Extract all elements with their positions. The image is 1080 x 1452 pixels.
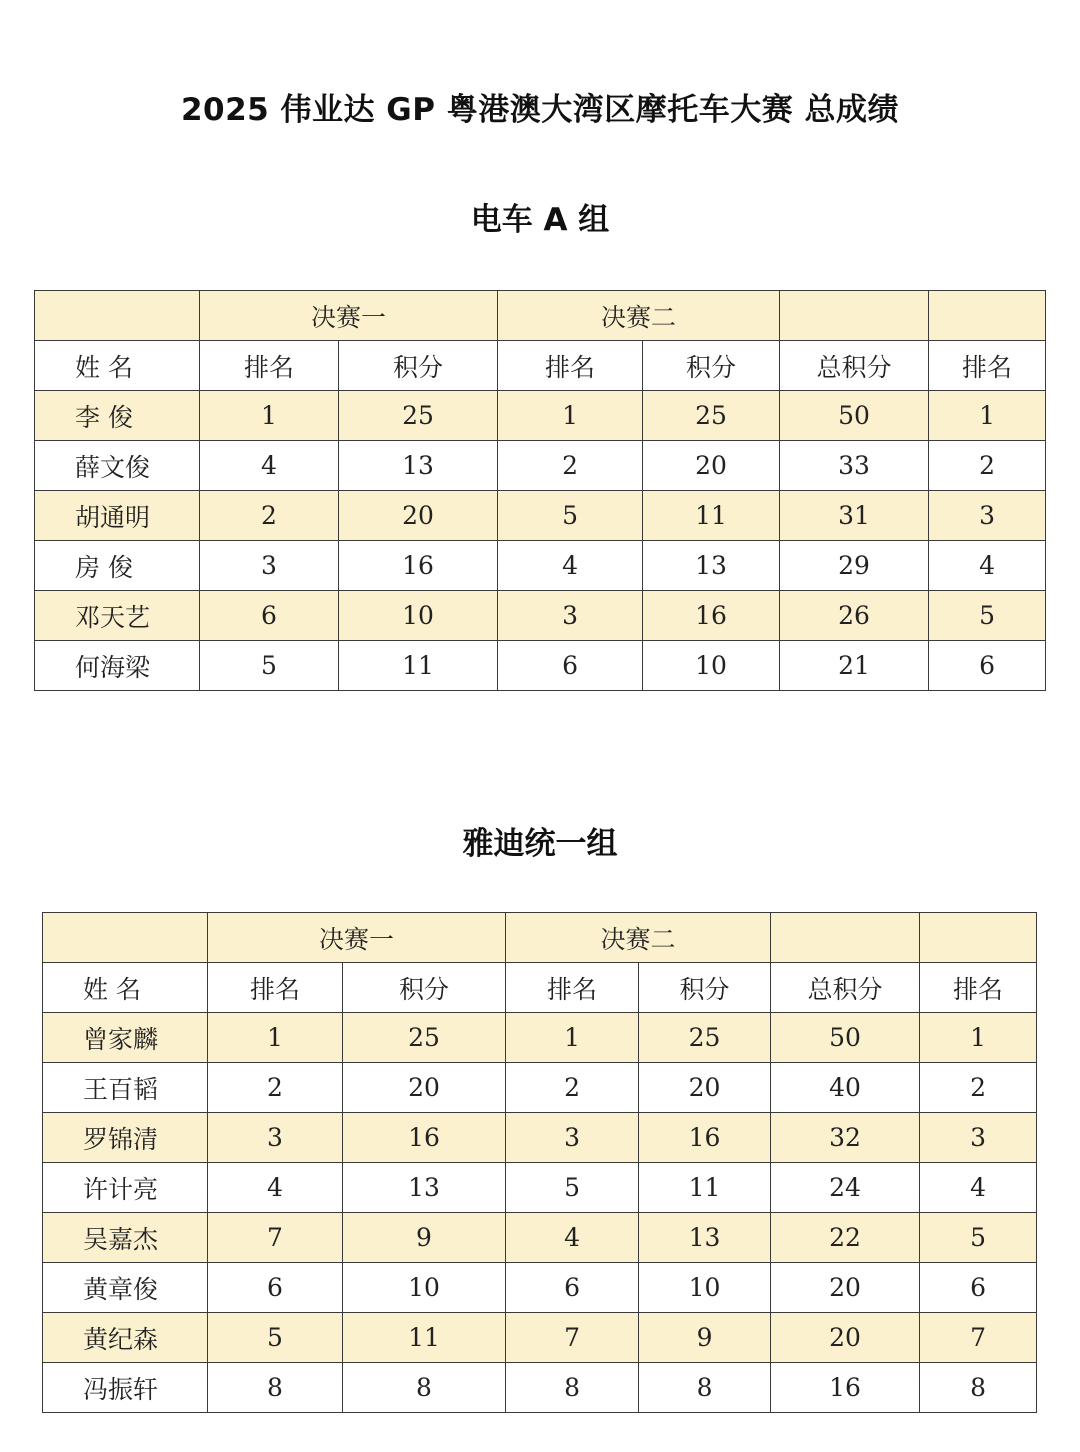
final2-rank: 3	[506, 1113, 639, 1163]
final2-rank: 5	[506, 1163, 639, 1213]
final1-points: 11	[339, 641, 498, 691]
final2-rank: 4	[506, 1213, 639, 1263]
header-total-points: 总积分	[771, 963, 920, 1013]
final1-points: 20	[343, 1063, 506, 1113]
header-final1-rank: 排名	[200, 341, 339, 391]
final1-rank: 3	[208, 1113, 343, 1163]
final2-points: 20	[639, 1063, 771, 1113]
final2-points: 16	[643, 591, 780, 641]
final2-points: 25	[643, 391, 780, 441]
final2-points: 10	[643, 641, 780, 691]
final1-points: 20	[339, 491, 498, 541]
final2-points: 20	[643, 441, 780, 491]
final2-rank: 1	[498, 391, 643, 441]
header-total-points: 总积分	[780, 341, 929, 391]
overall-rank: 3	[920, 1113, 1037, 1163]
overall-rank: 1	[920, 1013, 1037, 1063]
overall-rank: 3	[929, 491, 1046, 541]
table-row	[43, 1163, 1037, 1213]
final2-points: 9	[639, 1313, 771, 1363]
overall-rank: 5	[929, 591, 1046, 641]
table-row	[35, 541, 1046, 591]
header-final2: 决赛二	[506, 913, 771, 963]
page-title: 2025 伟业达 GP 粤港澳大湾区摩托车大赛 总成绩	[180, 92, 900, 128]
table-row	[35, 491, 1046, 541]
final2-points: 13	[643, 541, 780, 591]
header-final2-rank: 排名	[506, 963, 639, 1013]
final1-rank: 1	[208, 1013, 343, 1063]
header-final2: 决赛二	[498, 291, 780, 341]
final1-rank: 2	[200, 491, 339, 541]
table-row	[43, 1013, 1037, 1063]
final1-points: 16	[343, 1113, 506, 1163]
final2-rank: 2	[506, 1063, 639, 1113]
final1-rank: 7	[208, 1213, 343, 1263]
header-row-columns	[35, 341, 1046, 391]
overall-rank: 5	[920, 1213, 1037, 1263]
total-points: 16	[771, 1363, 920, 1413]
final2-points: 25	[639, 1013, 771, 1063]
rider-name: 黄章俊	[43, 1263, 208, 1313]
final2-rank: 6	[506, 1263, 639, 1313]
group-title-yadi: 雅迪统一组	[462, 826, 618, 862]
header-row-finals	[43, 913, 1037, 963]
overall-rank: 1	[929, 391, 1046, 441]
overall-rank: 2	[929, 441, 1046, 491]
final2-rank: 2	[498, 441, 643, 491]
header-final1: 决赛一	[208, 913, 506, 963]
rider-name: 曾家麟	[43, 1013, 208, 1063]
rider-name: 冯振轩	[43, 1363, 208, 1413]
rider-name: 王百韬	[43, 1063, 208, 1113]
rider-name: 吴嘉杰	[43, 1213, 208, 1263]
table-row	[35, 641, 1046, 691]
total-points: 20	[771, 1263, 920, 1313]
final1-points: 13	[343, 1163, 506, 1213]
final1-points: 11	[343, 1313, 506, 1363]
rider-name: 黄纪森	[43, 1313, 208, 1363]
header-blank-cell	[920, 913, 1037, 963]
final2-rank: 5	[498, 491, 643, 541]
overall-rank: 4	[920, 1163, 1037, 1213]
final2-points: 16	[639, 1113, 771, 1163]
final1-rank: 8	[208, 1363, 343, 1413]
final2-points: 11	[639, 1163, 771, 1213]
table-row	[43, 1063, 1037, 1113]
final1-rank: 4	[208, 1163, 343, 1213]
final2-rank: 4	[498, 541, 643, 591]
final2-rank: 3	[498, 591, 643, 641]
header-final1: 决赛一	[200, 291, 498, 341]
final2-rank: 1	[506, 1013, 639, 1063]
header-overall-rank: 排名	[920, 963, 1037, 1013]
header-overall-rank: 排名	[929, 341, 1046, 391]
results-table-electric-a	[34, 290, 1046, 691]
rider-name: 邓天艺	[35, 591, 200, 641]
header-final2-points: 积分	[643, 341, 780, 391]
rider-name: 罗锦清	[43, 1113, 208, 1163]
table-row	[43, 1363, 1037, 1413]
header-blank-cell	[771, 913, 920, 963]
header-blank-cell	[780, 291, 929, 341]
total-points: 32	[771, 1113, 920, 1163]
final1-rank: 5	[200, 641, 339, 691]
final2-points: 8	[639, 1363, 771, 1413]
header-final2-rank: 排名	[498, 341, 643, 391]
rider-name: 何海梁	[35, 641, 200, 691]
final1-points: 9	[343, 1213, 506, 1263]
final2-rank: 8	[506, 1363, 639, 1413]
header-row-columns	[43, 963, 1037, 1013]
table-row	[43, 1113, 1037, 1163]
final2-rank: 7	[506, 1313, 639, 1363]
header-row-finals	[35, 291, 1046, 341]
rider-name: 薛文俊	[35, 441, 200, 491]
final1-rank: 1	[200, 391, 339, 441]
final1-rank: 6	[200, 591, 339, 641]
header-blank-cell	[43, 913, 208, 963]
header-final2-points: 积分	[639, 963, 771, 1013]
table-row	[43, 1313, 1037, 1363]
total-points: 50	[771, 1013, 920, 1063]
table-row	[35, 591, 1046, 641]
overall-rank: 6	[929, 641, 1046, 691]
final1-rank: 4	[200, 441, 339, 491]
table-row	[43, 1213, 1037, 1263]
rider-name: 房 俊	[35, 541, 200, 591]
table-row	[43, 1263, 1037, 1313]
overall-rank: 4	[929, 541, 1046, 591]
final2-points: 13	[639, 1213, 771, 1263]
total-points: 24	[771, 1163, 920, 1213]
final2-points: 11	[643, 491, 780, 541]
final1-rank: 5	[208, 1313, 343, 1363]
total-points: 29	[780, 541, 929, 591]
overall-rank: 8	[920, 1363, 1037, 1413]
header-name: 姓 名	[43, 963, 208, 1013]
total-points: 22	[771, 1213, 920, 1263]
final1-points: 10	[339, 591, 498, 641]
total-points: 21	[780, 641, 929, 691]
table-row	[35, 391, 1046, 441]
final1-points: 8	[343, 1363, 506, 1413]
group-title-electric-a: 电车 A 组	[470, 202, 610, 238]
final1-rank: 2	[208, 1063, 343, 1113]
rider-name: 胡通明	[35, 491, 200, 541]
final1-points: 25	[343, 1013, 506, 1063]
header-name: 姓 名	[35, 341, 200, 391]
header-blank-cell	[929, 291, 1046, 341]
header-blank-cell	[35, 291, 200, 341]
rider-name: 李 俊	[35, 391, 200, 441]
final2-rank: 6	[498, 641, 643, 691]
total-points: 31	[780, 491, 929, 541]
total-points: 40	[771, 1063, 920, 1113]
header-final1-points: 积分	[343, 963, 506, 1013]
overall-rank: 2	[920, 1063, 1037, 1113]
final1-points: 25	[339, 391, 498, 441]
final1-points: 10	[343, 1263, 506, 1313]
overall-rank: 7	[920, 1313, 1037, 1363]
total-points: 26	[780, 591, 929, 641]
total-points: 20	[771, 1313, 920, 1363]
total-points: 33	[780, 441, 929, 491]
overall-rank: 6	[920, 1263, 1037, 1313]
rider-name: 许计亮	[43, 1163, 208, 1213]
final1-points: 16	[339, 541, 498, 591]
final1-rank: 3	[200, 541, 339, 591]
final1-rank: 6	[208, 1263, 343, 1313]
table-row	[35, 441, 1046, 491]
results-table-yadi	[42, 912, 1037, 1413]
final2-points: 10	[639, 1263, 771, 1313]
final1-points: 13	[339, 441, 498, 491]
total-points: 50	[780, 391, 929, 441]
header-final1-rank: 排名	[208, 963, 343, 1013]
header-final1-points: 积分	[339, 341, 498, 391]
